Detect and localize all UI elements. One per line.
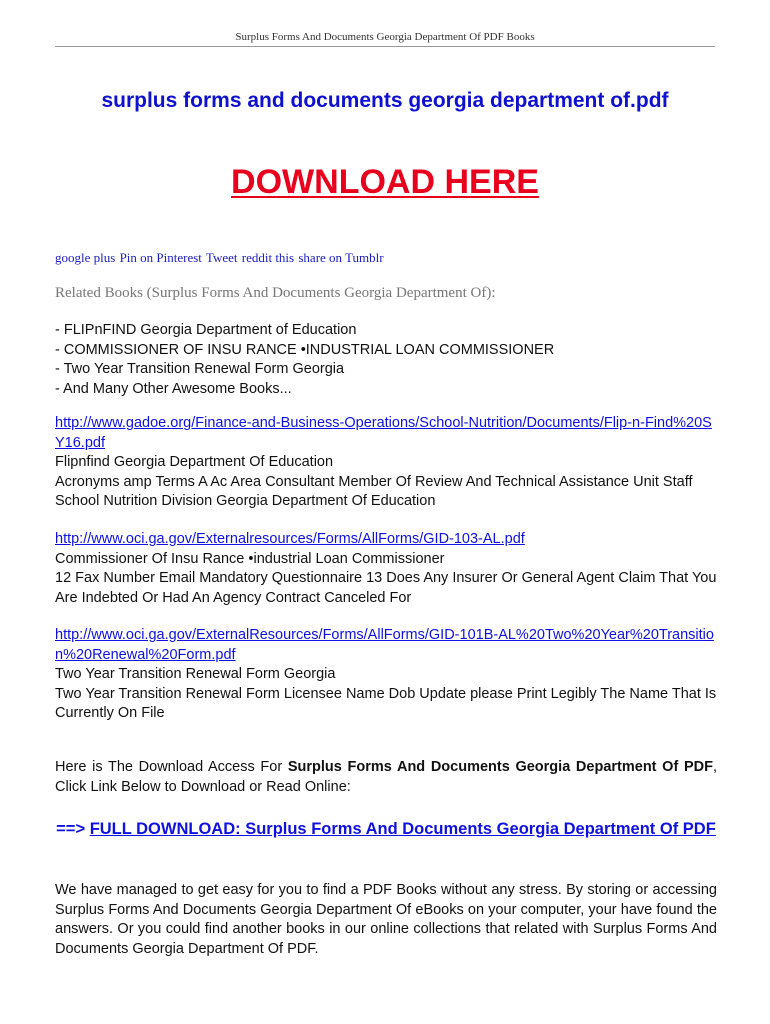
share-tumblr-link[interactable]: share on Tumblr (298, 250, 384, 265)
book-url-link[interactable]: http://www.gadoe.org/Finance-and-Business-Operations/School-Nutrition/Documents/Flip-n-Find%20SY16.pdf (55, 415, 712, 451)
book-entry (55, 530, 717, 608)
book-description: Acronyms amp Terms A Ac Area Consultant Member Of Review And Technical Assistance Unit Staff School Nutrition Division Georgia Department Of Education (55, 473, 693, 509)
list-item: - And Many Other Awesome Books... (55, 380, 292, 397)
share-reddit-link[interactable]: reddit this (241, 250, 295, 265)
related-books-list (55, 321, 725, 399)
book-title: Commissioner Of Insu Rance •industrial Loan Commissioner (55, 550, 445, 567)
document-title: surplus forms and documents georgia department of.pdf (101, 89, 669, 112)
list-item: - COMMISSIONER OF INSU RANCE •INDUSTRIAL LOAN COMMISSIONER (55, 341, 555, 358)
closing-paragraph: We have managed to get easy for you to find a PDF Books without any stress. By storing or accessing Surplus Forms And Documents Georgia Department Of eBooks on your computer, your have found the answers. Or you could find another books in our online collections that related with Surplus Forms And Documents Georgia Department Of PDF. (55, 882, 717, 957)
book-description: Two Year Transition Renewal Form Licensee Name Dob Update please Print Legibly The Name That Is Currently On File (55, 685, 717, 721)
book-url-link[interactable]: http://www.oci.ga.gov/ExternalResources/Forms/AllForms/GID-101B-AL%20Two%20Year%20Transition%20Renewal%20Form.pdf (55, 627, 714, 663)
book-description: 12 Fax Number Email Mandatory Questionnaire 13 Does Any Insurer Or General Agent Claim That You Are Indebted Or Had An Agency Contract Canceled For (55, 570, 717, 606)
share-pinterest-link[interactable]: Pin on Pinterest (119, 250, 202, 265)
share-links (55, 250, 385, 266)
download-here-block (0, 163, 770, 202)
share-google-plus-link[interactable]: google plus (55, 250, 116, 265)
download-here-link[interactable]: DOWNLOAD HERE (231, 163, 539, 201)
header-divider (55, 46, 715, 47)
book-entry (55, 414, 717, 512)
full-download-block (55, 818, 717, 841)
list-item: - Two Year Transition Renewal Form Georgia (55, 361, 345, 377)
full-download-link[interactable]: FULL DOWNLOAD: Surplus Forms And Documents Georgia Department Of PDF (89, 820, 716, 838)
book-url-link[interactable]: http://www.oci.ga.gov/Externalresources/Forms/AllForms/GID-103-AL.pdf (55, 531, 525, 547)
running-header: Surplus Forms And Documents Georgia Department Of PDF Books (235, 31, 535, 43)
share-tweet-link[interactable]: Tweet (205, 250, 238, 265)
book-title: Flipnfind Georgia Department Of Education (55, 454, 334, 470)
book-entry (55, 626, 717, 724)
download-access-text (55, 758, 717, 797)
arrow-marker: ==> (56, 820, 86, 838)
related-books-heading: Related Books (Surplus Forms And Documents Georgia Department Of): (55, 285, 496, 301)
access-prefix: Here is The Download Access For (55, 759, 288, 775)
book-title: Two Year Transition Renewal Form Georgia (55, 666, 336, 682)
list-item: - FLIPnFIND Georgia Department of Education (55, 322, 357, 338)
access-book-name: Surplus Forms And Documents Georgia Department Of PDF (287, 759, 713, 775)
access-suffix: , Click Link Below to Download or Read Online: (55, 759, 717, 795)
